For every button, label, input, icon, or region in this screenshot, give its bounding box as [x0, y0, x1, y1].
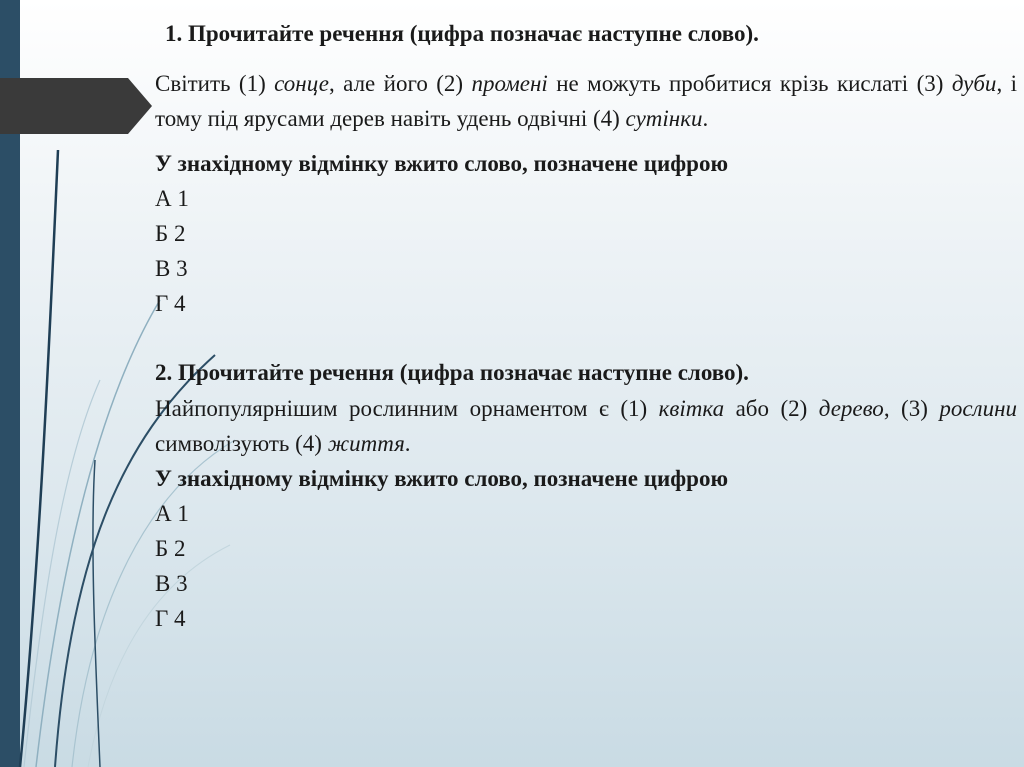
sentence-text: , і тому під ярусами дерев навіть удень одвічні (4) [155, 71, 1017, 131]
sentence-text: Найпопулярнішим рослинним орнаментом є (1) [155, 396, 659, 421]
sentence-text: . [702, 106, 709, 131]
question-2-option-c[interactable]: В 3 [155, 571, 188, 596]
sentence-text: , (3) [883, 396, 940, 421]
spacer [155, 321, 1017, 355]
sentence-word-2: промені [471, 71, 548, 96]
question-1-option-d[interactable]: Г 4 [155, 291, 186, 316]
sentence-word-1: сонце [274, 71, 329, 96]
question-2-option-b[interactable]: Б 2 [155, 536, 186, 561]
sentence-text: . [404, 431, 411, 456]
sentence-text: не можуть пробитися крізь кислаті (3) [547, 71, 952, 96]
question-2-title: 2. Прочитайте речення (цифра позначає наступне слово). [155, 360, 749, 385]
sentence-word-4: життя [327, 431, 405, 456]
deco-curve [20, 150, 58, 767]
question-1-option-a[interactable]: А 1 [155, 186, 189, 211]
sentence-word-4: сутінки [625, 106, 703, 131]
question-2-option-a[interactable]: А 1 [155, 501, 189, 526]
sentence-word-1: квітка [658, 396, 725, 421]
slide-content [155, 16, 1017, 636]
question-1-option-c[interactable]: В 3 [155, 256, 188, 281]
sentence-text: або (2) [724, 396, 819, 421]
sentence-word-3: дуби [951, 71, 997, 96]
question-1-title: 1. Прочитайте речення (цифра позначає наступне слово). [165, 21, 759, 46]
question-2-sentence [155, 391, 1017, 461]
sentence-text: , але його (2) [328, 71, 472, 96]
sentence-word-3: рослини [939, 396, 1017, 421]
question-1-option-b[interactable]: Б 2 [155, 221, 186, 246]
question-2-prompt: У знахідному відмінку вжито слово, позначене цифрою [155, 466, 729, 491]
sentence-text: Світить (1) [155, 71, 275, 96]
question-1-sentence [155, 66, 1017, 136]
arrow-banner-shape [0, 78, 152, 134]
question-1-prompt: У знахідному відмінку вжито слово, позначене цифрою [155, 151, 729, 176]
sentence-text: символізують (4) [155, 431, 328, 456]
question-2-option-d[interactable]: Г 4 [155, 606, 186, 631]
sentence-word-2: дерево [818, 396, 884, 421]
